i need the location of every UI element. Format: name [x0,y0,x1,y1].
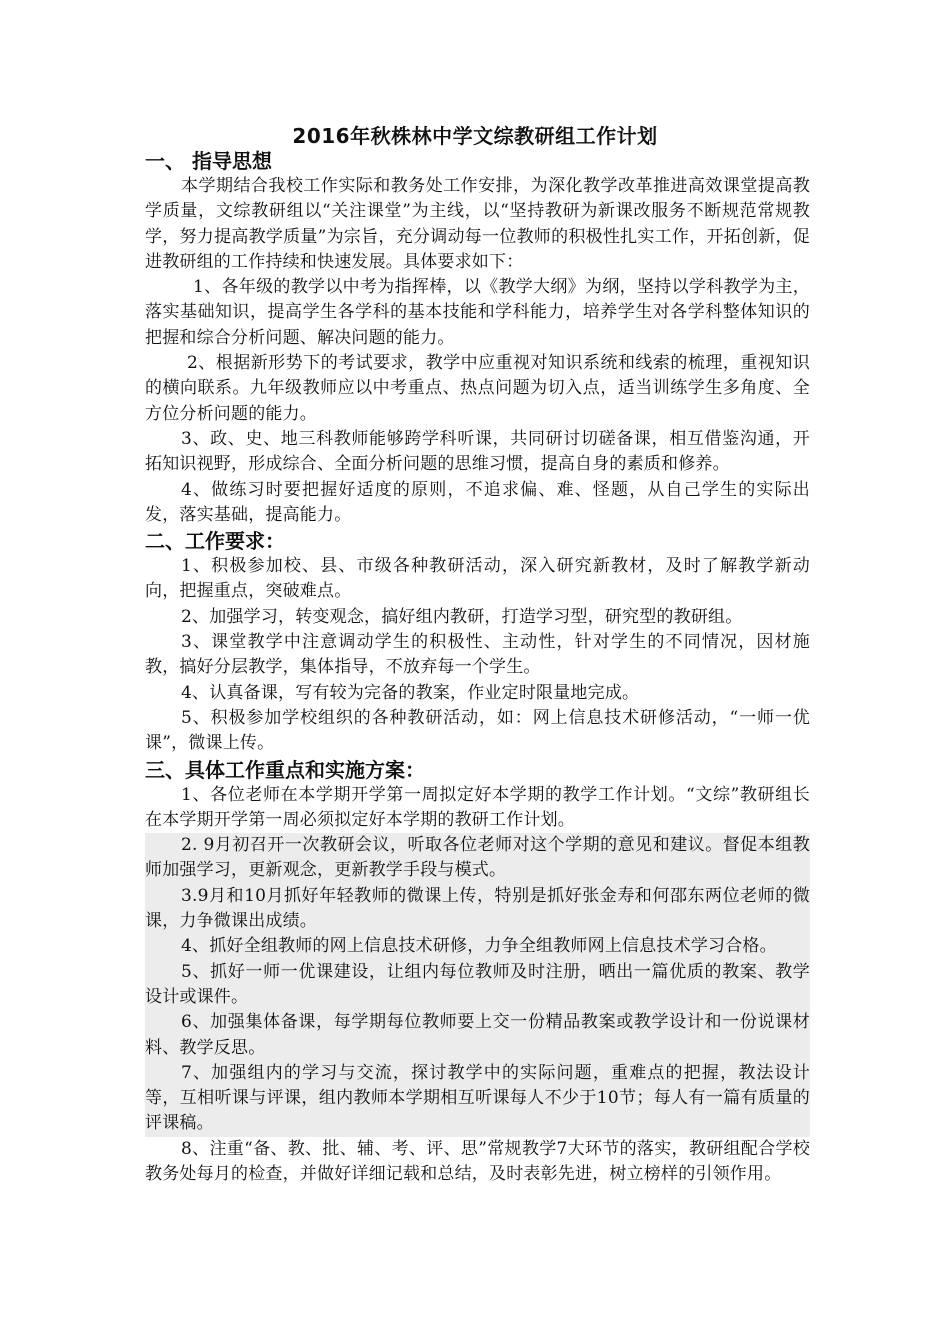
paragraph: 2. 9月初召开一次教研会议，听取各位老师对这个学期的意见和建议。督促本组教师加强学习，更新观念，更新教学手段与模式。 [145,833,810,884]
paragraph: 5、积极参加学校组织的各种教研活动，如：网上信息技术研修活动，“一师一优课”，微课上传。 [145,707,810,754]
paragraph: 4、做练习时要把握好适度的原则，不追求偏、难、怪题，从自己学生的实际出发，落实基础，提高能力。 [145,479,810,525]
paragraph: 3、课堂教学中注意调动学生的积极性、主动性，针对学生的不同情况，因材施教，搞好分层教学，集体指导，不放弃每一个学生。 [145,632,810,678]
paragraph: 3、政、史、地三科教师能够跨学科听课，共同研讨切磋备课，相互借鉴沟通，开拓知识视野，形成综合、全面分析问题的思维习惯，提高自身的素质和修养。 [145,428,810,475]
paragraph: 4、认真备课，写有较为完备的教案，作业定时限量地完成。 [181,682,640,703]
section-heading-guiding-ideology: 一、 指导思想 [145,149,272,173]
paragraph: 8、注重“备、教、批、辅、考、评、思”常规教学7大环节的落实，教研组配合学校教务处每月的检查，并做好详细记载和总结，及时表彰先进，树立榜样的引领作用。 [145,1138,810,1184]
document-title: 2016年秋株林中学文综教研组工作计划 [292,124,658,148]
paragraph: 1、积极参加校、县、市级各种教研活动，深入研究新教材，及时了解教学新动向，把握重点，突破难点。 [145,556,810,602]
paragraph: 本学期结合我校工作实际和教务处工作安排，为深化教学改革推进高效课堂提高教学质量，文综教研组以“关注课堂”为主线，以“坚持教研为新课改服务不断规范常规教学，努力提高教学质量”为宗旨，充分调动每一位教师的积极性扎实工作，开拓创新，促进教研组的工作持续和快速发展。具体要求如下： [145,176,810,272]
paragraph: 5、抓好一师一优课建设，让组内每位教师及时注册，晒出一篇优质的教案、教学设计或课件。 [145,960,810,1011]
paragraph: 4、抓好全组教师的网上信息技术研修，力争全组教师网上信息技术学习合格。 [145,934,810,959]
document-body [145,148,810,1187]
paragraph: 7、加强组内的学习与交流，探讨教学中的实际问题，重难点的把握，教法设计等，互相听课与评课，组内教师本学期相互听课每人不少于10节；每人有一篇有质量的评课稿。 [145,1061,810,1137]
paragraph: 2、加强学习，转变观念，搞好组内教研，打造学习型，研究型的教研组。 [181,606,743,627]
paragraph: 3.9月和10月抓好年轻教师的微课上传，特别是抓好张金寿和何邵东两位老师的微课，力争微课出成绩。 [145,884,810,935]
section-heading-work-requirements: 二、工作要求： [145,529,285,554]
paragraph: 2、根据新形势下的考试要求，教学中应重视对知识系统和线索的梳理，重视知识的横向联系。九年级教师应以中考重点、热点问题为切入点，适当训练学生多角度、全方位分析问题的能力。 [145,353,810,424]
paragraph: 1、各年级的教学以中考为指挥棒，以《教学大纲》为纲，坚持以学科教学为主，落实基础知识，提高学生各学科的基本技能和学科能力，培养学生对各学科整体知识的把握和综合分析问题、解决问题的能力。 [145,277,810,348]
section-heading-key-work-plan: 三、具体工作重点和实施方案： [145,757,425,782]
paragraph: 6、加强集体备课，每学期每位教师要上交一份精品教案或教学设计和一份说课材料、教学反思。 [145,1010,810,1061]
paragraph: 1、各位老师在本学期开学第一周拟定好本学期的教学工作计划。“文综”教研组长在本学期开学第一周必须拟定好本学期的教研工作计划。 [145,784,810,830]
